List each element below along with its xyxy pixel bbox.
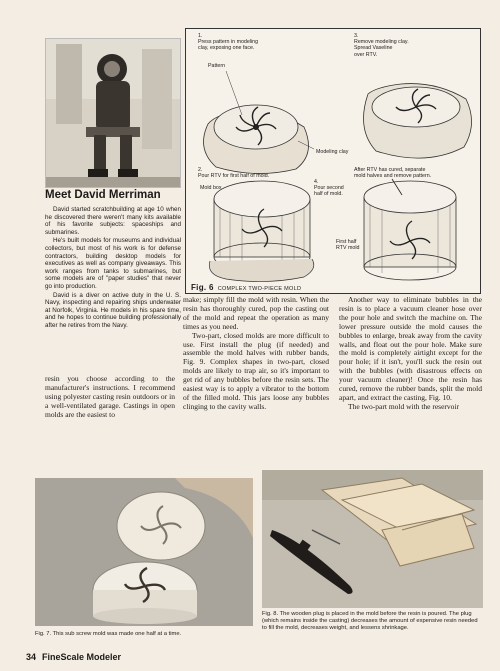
body-paragraph: The two-part mold with the reservoir: [348, 401, 460, 411]
fig8-photo: [262, 470, 483, 608]
fig6-mold-box-label: Mold box: [200, 185, 222, 191]
bio-title: Meet David Merriman: [45, 189, 161, 201]
bio-paragraph: David started scratchbuilding at age 10 when he discovered there weren't many kits available of his favorite subjects: spaceships and submarines.: [45, 206, 181, 236]
fig6-diagram: [185, 28, 481, 294]
body-column-2: [183, 296, 329, 412]
fig6-caption-text: COMPLEX TWO-PIECE MOLD: [217, 286, 302, 292]
fig6-drawing: [186, 29, 480, 293]
bio-paragraph: He's built models for museums and individual collectors, but most of his work is for defense contractors, building desktop models for executives as well as company giveaways. This work ranges from tanks to submarines, but some models are of "paper studies" that never go into production.: [45, 237, 181, 290]
diver-photo: [45, 38, 181, 188]
fig6-after-rtv-label: After RTV has cured, separate mold halves and remove pattern.: [354, 167, 432, 180]
body-column-3: [339, 296, 482, 412]
body-paragraph: make; simply fill the mold with resin. When the resin has thoroughly cured, pop the casting out of the mold and repeat the operation as many times as you need.: [183, 295, 329, 331]
magazine-name: FineScale Modeler: [42, 652, 122, 662]
fig7-caption: Fig. 7. This sub screw mold was made one half at a time.: [35, 631, 182, 637]
fig6-step2-label: 2. Pour RTV for first half of mold.: [198, 167, 270, 180]
page-footer: [26, 652, 127, 662]
fig6-step4-label: 4. Pour second half of mold.: [314, 179, 344, 198]
fig6-step1-label: 1. Press pattern in modeling clay, exposing one face.: [198, 33, 259, 52]
fig6-caption-label: Fig. 6: [191, 283, 214, 292]
fig8-caption: Fig. 8. The wooden plug is placed in the mold before the resin is poured. The plug (which remains inside the casting) decreases the amount of expensive resin needed to fill the mold, decreases weight, and lessens shrinkage.: [262, 611, 478, 631]
fig7-photo: [35, 478, 253, 626]
fig6-step3-label: 3. Remove modeling clay. Spread Vaseline over RTV.: [354, 33, 409, 58]
fig6-first-half-label: First half RTV mold: [336, 239, 360, 252]
body-column-1: [45, 375, 175, 420]
body-paragraph: Two-part, closed molds are more difficult to use. First install the plug (if needed) and assemble the mold halves with rubber bands, Fig. 9. Complex shapes in two-part, closed molds are likely to trap air, so it's important to get rid of any bubbles before the resin sets. The easiest way is to apply a vibrator to the bottom of the filled mold. This jars loose any bubbles clinging to the cavity walls.: [183, 330, 329, 411]
bio-paragraph: David is a diver on active duty in the U. S. Navy, inspecting and repairing ships underwater at Norfolk, Virginia. He models in his spare time, and he hopes to continue building professionally after he retires from the Navy.: [45, 291, 181, 329]
fig6-modeling-clay-label: Modeling clay: [316, 149, 349, 155]
body-paragraph: resin you choose according to the manufacturer's instructions. I recommend using polyester casting resin outdoors or in a well-ventilated garage. Castings in open molds are the easiest to: [45, 374, 175, 419]
body-paragraph: Another way to eliminate bubbles in the resin is to place a vacuum cleaner hose over the pour hole and switch the machine on. The lower pressure outside the mold causes the bubbles to enlarge, break away from the cavity walls, and float out the pour hole. Make sure the mold is completely airtight except for the pour hole; if it isn't, you'll suck the resin out with the bubbles (with disastrous effects on your vacuum cleaner)! Once the resin has cured, remove the rubber bands, split the mold apart, and extract the casting, Fig. 10.: [339, 295, 482, 402]
bio-text: [45, 206, 181, 331]
page-number: 34: [26, 652, 37, 662]
fig6-pattern-label: Pattern: [208, 63, 226, 69]
fig6-caption: [191, 283, 301, 292]
